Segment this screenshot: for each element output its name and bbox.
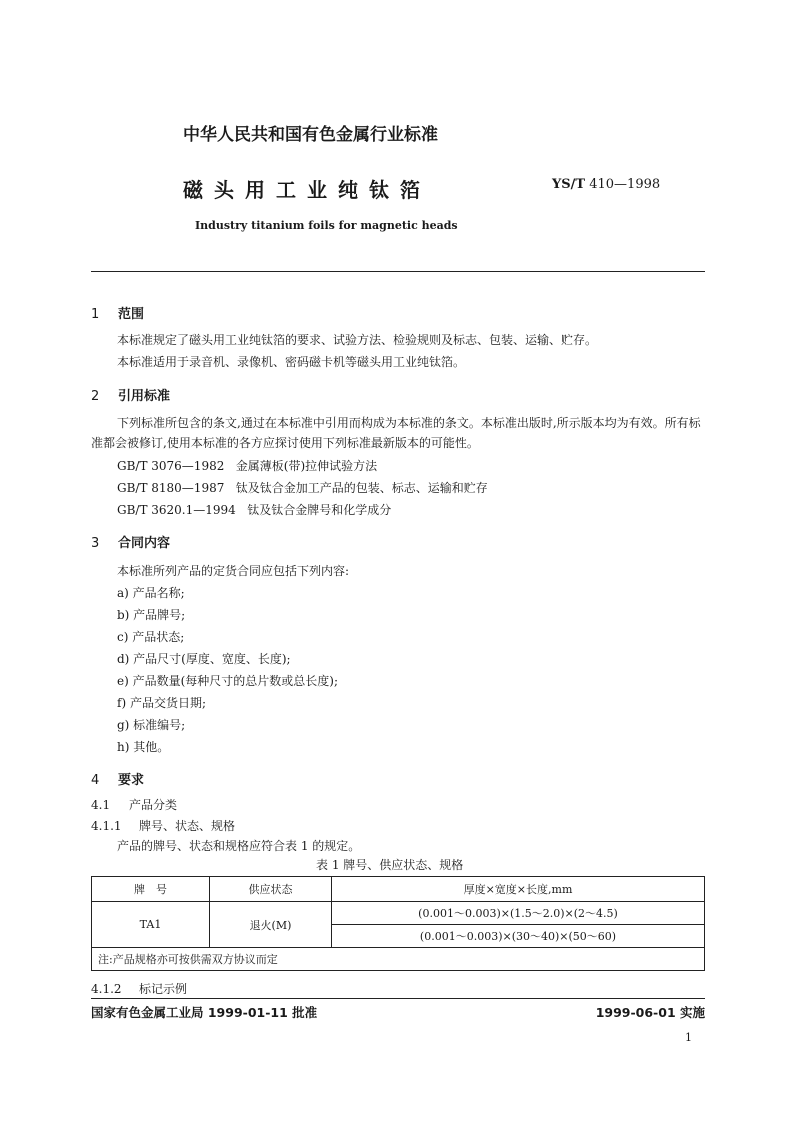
section-2-heading: 2 引用标准 xyxy=(91,389,171,404)
list-item: f) 产品交货日期; xyxy=(117,696,206,710)
list-item: c) 产品状态; xyxy=(117,630,185,644)
section-4-1-2-heading: 4.1.2 标记示例 xyxy=(91,982,188,996)
reference-item: GB/T 8180—1987 钛及钛合金加工产品的包装、标志、运输和贮存 xyxy=(117,481,488,495)
section-3-heading: 3 合同内容 xyxy=(91,536,171,551)
implementation-date: 1999-06-01 实施 xyxy=(595,1005,705,1020)
section-4-1-1-heading: 4.1.1 牌号、状态、规格 xyxy=(91,819,236,833)
list-item: a) 产品名称; xyxy=(117,586,185,600)
footer-rule xyxy=(91,998,705,999)
table-1-caption: 表 1 牌号、供应状态、规格 xyxy=(316,858,464,872)
approval-line: 国家有色金属工业局 1999-01-11 批准 xyxy=(91,1005,318,1020)
list-item: g) 标准编号; xyxy=(117,718,186,732)
section-1-heading: 1 范围 xyxy=(91,307,145,322)
table-cell-grade: TA1 xyxy=(92,902,210,948)
table-header-grade: 牌 号 xyxy=(92,877,210,902)
table-cell-spec: (0.001～0.003)×(30～40)×(50～60) xyxy=(332,925,705,948)
reference-item: GB/T 3620.1—1994 钛及钛合金牌号和化学成分 xyxy=(117,503,392,517)
table-header-state: 供应状态 xyxy=(210,877,332,902)
list-item: e) 产品数量(每种尺寸的总片数或总长度); xyxy=(117,674,339,688)
reference-item: GB/T 3076—1982 金属薄板(带)拉伸试验方法 xyxy=(117,459,378,473)
section-4-1-1-text: 产品的牌号、状态和规格应符合表 1 的规定。 xyxy=(117,839,361,853)
list-item: d) 产品尺寸(厚度、宽度、长度); xyxy=(117,652,291,666)
page-number: 1 xyxy=(685,1031,692,1044)
english-title: Industry titanium foils for magnetic heads xyxy=(195,219,458,232)
section-3-intro: 本标准所列产品的定货合同应包括下列内容: xyxy=(117,564,350,578)
header-rule xyxy=(91,271,705,272)
table-cell-spec: (0.001～0.003)×(1.5～2.0)×(2～4.5) xyxy=(332,902,705,925)
standard-code-number: 410—1998 xyxy=(589,177,661,192)
section-1-para-2: 本标准适用于录音机、录像机、密码磁卡机等磁头用工业纯钛箔。 xyxy=(117,355,466,369)
document-title: 磁头用工业纯钛箔 xyxy=(183,178,431,202)
section-2-para-1: 下列标准所包含的条文,通过在本标准中引用而构成为本标准的条文。本标准出版时,所示版本均为有效。所有标准都会被修订,使用本标准的各方应探讨使用下列标准最新版本的可能性。 xyxy=(91,416,701,450)
table-note: 注:产品规格亦可按供需双方协议而定 xyxy=(92,948,705,971)
standard-code-prefix: YS/T xyxy=(552,177,586,192)
list-item: h) 其他。 xyxy=(117,740,170,754)
section-4-heading: 4 要求 xyxy=(91,773,145,788)
table-cell-state: 退火(M) xyxy=(210,902,332,948)
standard-code xyxy=(552,177,660,192)
table-1 xyxy=(91,876,705,971)
list-item: b) 产品牌号; xyxy=(117,608,186,622)
section-4-1-heading: 4.1 产品分类 xyxy=(91,798,178,812)
issuer-title: 中华人民共和国有色金属行业标准 xyxy=(183,125,438,145)
section-1-para-1: 本标准规定了磁头用工业纯钛箔的要求、试验方法、检验规则及标志、包装、运输、贮存。 xyxy=(117,333,598,347)
table-header-spec: 厚度×宽度×长度,mm xyxy=(332,877,705,902)
